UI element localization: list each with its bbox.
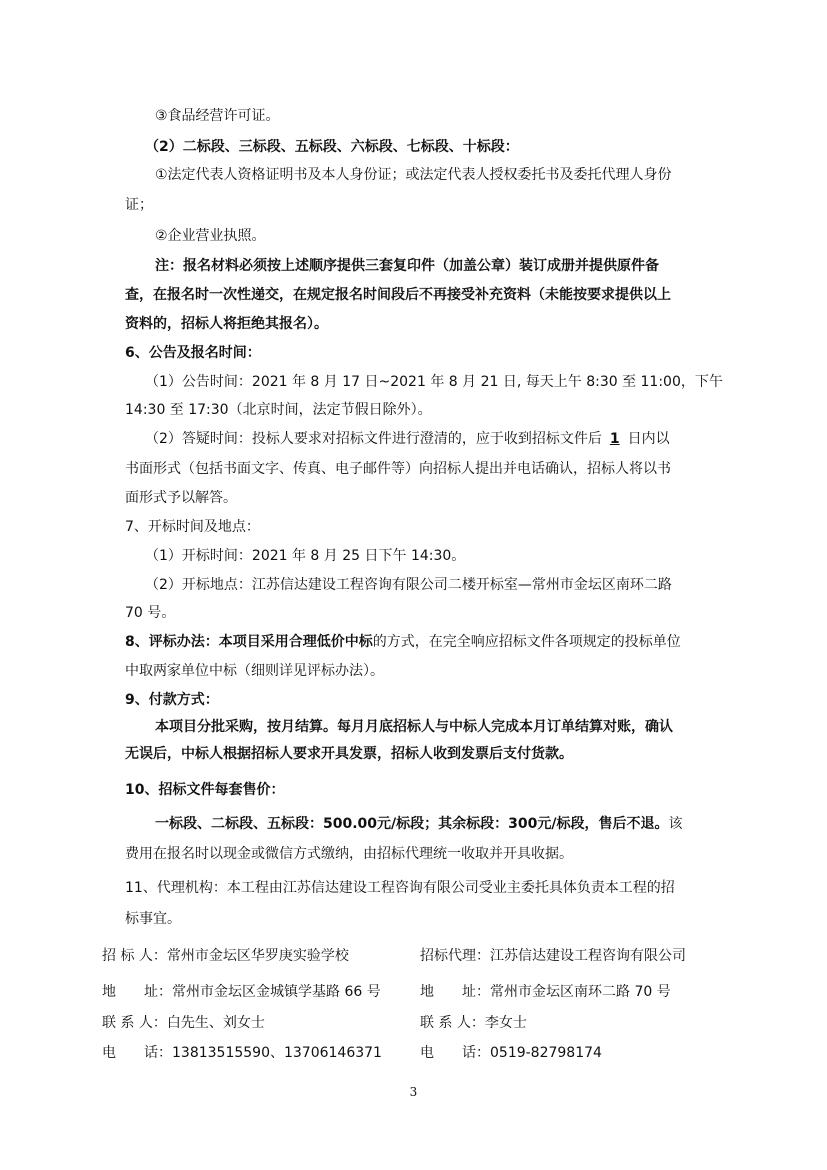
text-line xyxy=(155,813,682,835)
contact-value: 白先生、刘女士 xyxy=(166,1015,265,1031)
text-line: （2）开标地点：江苏信达建设工程咨询有限公司二楼开标室—常州市金坛区南环二路 xyxy=(145,577,672,593)
text-line xyxy=(125,631,681,653)
contact-value: 李女士 xyxy=(484,1015,527,1031)
contact-agency-person xyxy=(420,1012,527,1034)
contact-label: 联 系 人： xyxy=(102,1015,167,1031)
text-line: 本项目分批采购，按月结算。每月月底招标人与中标人完成本月订单结算对账，确认 xyxy=(155,719,673,735)
contact-value: 13813515590、13706146371 xyxy=(172,1045,382,1061)
note-line: 注：报名材料必须按上述顺序提供三套复印件（加盖公章）装订成册并提供原件备 xyxy=(155,258,659,274)
text-line: 证； xyxy=(125,197,153,213)
contact-label: 招 标 人： xyxy=(102,948,167,964)
contact-value: 常州市金坛区南环二路 70 号 xyxy=(490,984,671,1000)
text-line: 标事宜。 xyxy=(125,911,181,927)
contact-agency-address xyxy=(420,981,671,1003)
text-segment: 该 xyxy=(668,816,683,832)
text-line: 中取两家单位中标（细则详见评标办法）。 xyxy=(125,663,384,679)
text-line: （1）开标时间：2021 年 8 月 25 日下午 14:30。 xyxy=(145,548,466,564)
text-line: 费用在报名时以现金或微信方式缴纳，由招标代理统一收取并开具收据。 xyxy=(125,846,573,862)
contact-agency xyxy=(420,945,686,967)
contact-value: 常州市金坛区华罗庚实验学校 xyxy=(166,948,349,964)
contact-person xyxy=(102,1012,265,1034)
text-line: 70 号。 xyxy=(125,605,176,621)
contact-phone xyxy=(102,1042,382,1064)
page-number: 3 xyxy=(409,1085,418,1099)
text-line xyxy=(145,428,670,450)
contact-label: 地 址： xyxy=(102,984,172,1000)
contact-value: 0519-82798174 xyxy=(490,1045,602,1061)
text-segment: （2）答疑时间：投标人要求对招标文件进行澄清的，应于收到招标文件后 xyxy=(145,431,602,447)
text-line: 14:30 至 17:30（北京时间，法定节假日除外）。 xyxy=(125,402,432,418)
text-line: ②企业营业执照。 xyxy=(155,228,266,244)
contact-label: 招标代理： xyxy=(420,948,490,964)
contact-label: 地 址： xyxy=(420,984,490,1000)
note-line: 查，在报名时一次性递交，在规定报名时间段后不再接受补充资料（未能按要求提供以上 xyxy=(125,287,671,303)
text-line: 书面形式（包括书面文字、传真、电子邮件等）向招标人提出并电话确认，招标人将以书 xyxy=(125,461,671,477)
section-heading: 10、招标文件每套售价： xyxy=(125,782,285,798)
section-heading: 9、付款方式： xyxy=(125,692,219,708)
text-line: （1）公告时间：2021 年 8 月 17 日~2021 年 8 月 21 日, 每天上午 8:30 至 11:00，下午 xyxy=(145,374,723,390)
price-text: 一标段、二标段、五标段：500.00元/标段；其余标段：300元/标段，售后不退。 xyxy=(155,816,669,832)
text-line: 11、代理机构：本工程由江苏信达建设工程咨询有限公司受业主委托具体负责本工程的招 xyxy=(125,880,675,896)
contact-value: 常州市金坛区金城镇学基路 66 号 xyxy=(172,984,381,1000)
contact-address xyxy=(102,981,381,1003)
contact-label: 电 话： xyxy=(420,1045,490,1061)
text-line: ①法定代表人资格证明书及本人身份证；或法定代表人授权委托书及委托代理人身份 xyxy=(155,167,672,183)
section-heading: 7、开标时间及地点： xyxy=(125,519,260,535)
text-segment: 日内以 xyxy=(627,431,670,447)
section-heading: （2）二标段、三标段、五标段、六标段、七标段、十标段： xyxy=(145,139,519,155)
section-heading: 8、评标办法：本项目采用合理低价中标 xyxy=(125,634,373,650)
contact-label: 电 话： xyxy=(102,1045,172,1061)
underlined-days: 1 xyxy=(609,431,620,447)
text-line: ③食品经营许可证。 xyxy=(155,108,280,124)
contact-agency-phone xyxy=(420,1042,602,1064)
contact-tenderer xyxy=(102,945,349,967)
contact-value: 江苏信达建设工程咨询有限公司 xyxy=(490,948,686,964)
text-line: 无误后，中标人根据招标人要求开具发票，招标人收到发票后支付货款。 xyxy=(125,746,573,762)
note-line: 资料的，招标人将拒绝其报名）。 xyxy=(125,316,328,332)
text-line: 面形式予以解答。 xyxy=(125,490,237,506)
section-heading: 6、公告及报名时间： xyxy=(125,345,261,361)
text-segment: 的方式，在完全响应招标文件各项规定的投标单位 xyxy=(372,634,681,650)
contact-label: 联 系 人： xyxy=(420,1015,485,1031)
